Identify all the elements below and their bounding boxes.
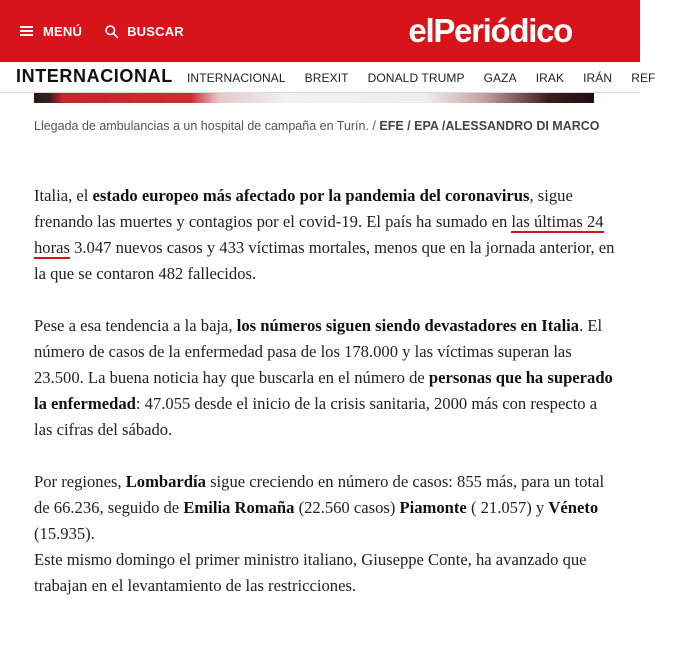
article-body (34, 183, 618, 625)
text: 3.047 nuevos casos y 433 víctimas mortales, menos que en la jornada anterior, en la que se contaron 482 fallecidos. (34, 238, 615, 283)
menu-label: MENÚ (43, 23, 83, 39)
text: , sigue frenando las muertes y contagios por el covid-19. El país ha sumado en (34, 186, 573, 231)
paragraph-4: Este mismo domingo el primer ministro italiano, Giuseppe Conte, ha avanzado que trabajan en el levantamiento de las restricciones. (34, 550, 587, 595)
photo-caption (34, 117, 614, 136)
paragraph-3 (34, 469, 618, 547)
nav-link-donald-trump[interactable]: DONALD TRUMP (367, 71, 465, 85)
site-logo[interactable]: elPeriódico (408, 12, 572, 49)
paragraph-1 (34, 183, 618, 287)
bold-text: estado europeo más afectado por la pandemia del coronavirus (92, 186, 530, 205)
search-icon (105, 25, 118, 38)
bold-text: personas que ha superado la enfermedad (34, 368, 613, 413)
article-photo (34, 93, 594, 103)
text: Por regiones, (34, 472, 126, 491)
text: (22.560 casos) (294, 498, 400, 517)
bold-text: los números siguen siendo devastadores en Italia (236, 316, 580, 335)
top-header (0, 0, 640, 62)
nav-link-iran[interactable]: IRÁN (583, 71, 613, 85)
paragraph-2 (34, 313, 618, 443)
nav-link-irak[interactable]: IRAK (535, 71, 565, 85)
bold-text: Emilia Romaña (183, 498, 295, 517)
nav-links (187, 71, 675, 85)
bold-text: Piamonte (399, 498, 467, 517)
nav-link-gaza[interactable]: GAZA (483, 71, 517, 85)
inline-link[interactable]: las últimas 24 horas (34, 212, 604, 257)
hamburger-icon (20, 26, 33, 36)
text: ( 21.057) y (466, 498, 549, 517)
text: : 47.055 desde el inicio de la crisis sanitaria, 2000 más con respecto a las cifras del sábado. (34, 394, 598, 439)
caption-text: Llegada de ambulancias a un hospital de campaña en Turín. / (34, 119, 380, 133)
text: (15.935). (34, 524, 95, 543)
section-title[interactable]: INTERNACIONAL (16, 66, 173, 86)
nav-link-internacional[interactable]: INTERNACIONAL (187, 71, 286, 85)
text: Italia, el (34, 186, 93, 205)
nav-link-ref[interactable]: REF (631, 71, 656, 85)
text: sigue creciendo en número de casos: 855 más, para un total de 66.236, seguido de (34, 472, 605, 517)
text: . El número de casos de la enfermedad pasa de los 178.000 y las víctimas superan las 23.500. La buena noticia hay que buscarla en el número de (34, 316, 603, 387)
search-label: BUSCAR (127, 23, 184, 39)
bold-text: Véneto (548, 498, 599, 517)
menu-button[interactable] (20, 24, 82, 39)
photo-credit: EFE / EPA /ALESSANDRO DI MARCO (379, 119, 600, 133)
nav-link-brexit[interactable]: BREXIT (304, 71, 349, 85)
search-button[interactable] (105, 24, 184, 39)
section-nav (0, 62, 656, 93)
bold-text: Lombardía (125, 472, 206, 491)
text: Pese a esa tendencia a la baja, (34, 316, 237, 335)
